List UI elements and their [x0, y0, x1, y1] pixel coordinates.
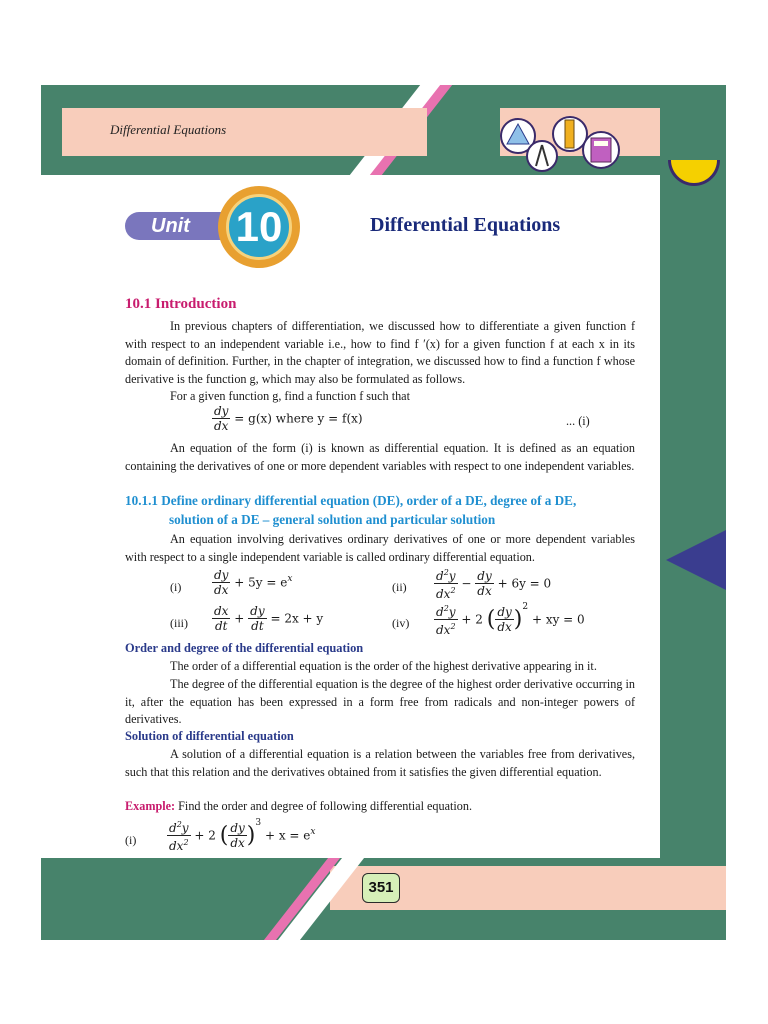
side-triangle-icon	[666, 530, 726, 590]
fraction-d2y-dx2: $\frac{d^2y}{dx^2}$	[436, 604, 456, 637]
unit-number: 10	[226, 194, 292, 260]
intro-paragraph-2: For a given function g, find a function f such that	[170, 389, 410, 403]
fraction-dy-dx: $\frac{dy}{dx}$	[477, 569, 492, 598]
unit-label: Unit	[125, 212, 245, 240]
section-heading-introduction: 10.1 Introduction	[125, 296, 237, 312]
example-q-i-equation: $\frac{d^2y}{dx^2}$ + 2 ( $\frac{dy}{dx}$ )$^3 + x = e^x$	[169, 818, 316, 853]
equation-main-text: = g(x) where y = f(x)	[234, 411, 363, 426]
example-i-text: + 5y = e	[234, 575, 288, 590]
running-header-title: Differential Equations	[110, 122, 227, 137]
example-q-i-label: (i)	[125, 833, 137, 847]
equation-main	[212, 404, 363, 433]
math-tools-icon	[498, 112, 628, 174]
fraction-dy-dx: $\frac{dy}{dx}$	[214, 568, 229, 597]
example-q-i-text: + x = e	[264, 828, 311, 843]
example-ii-label: (ii)	[392, 580, 407, 594]
example-ii-text: + 6y = 0	[497, 576, 552, 591]
order-paragraph: The order of a differential equation is the order of the highest derivative appearing in it.	[170, 659, 597, 673]
equation-label-i: ... (i)	[566, 414, 590, 428]
example-iv-label: (iv)	[392, 616, 410, 630]
fraction-dy-dt: $\frac{dy}{dt}$	[250, 604, 265, 633]
fraction-dy-dx: $\frac{dy}{dx}$	[230, 821, 245, 850]
ode-definition-paragraph: An equation involving derivatives ordinary derivatives of one or more dependent variables with respect to a single independent variable is called ordinary differential equation.	[125, 532, 635, 564]
example-i-label: (i)	[170, 580, 182, 594]
example-i-equation: $\frac{dy}{dx}$ + $5y = e^x$	[214, 568, 293, 597]
fraction-dy-dx: $\frac{dy}{dx}$	[214, 404, 229, 433]
fraction-d2y-dx2: $\frac{d^2y}{dx^2}$	[436, 568, 456, 601]
example-iv-text: + xy = 0	[531, 612, 585, 627]
fraction-dx-dt: $\frac{dx}{dt}$	[214, 604, 229, 633]
example-label: Example:	[125, 799, 176, 813]
fraction-dy-dx: $\frac{dy}{dx}$	[497, 605, 512, 634]
example-iii-text: = 2x + y	[270, 611, 324, 626]
example-line	[125, 799, 472, 814]
frame-left-edge	[41, 160, 101, 175]
example-iv-equation: $\frac{d^2y}{dx^2}$ + 2 ( $\frac{dy}{dx}$ )$^2$ + xy = 0	[436, 602, 585, 637]
subsection-heading-line-2: solution of a DE – general solution and particular solution	[169, 512, 496, 527]
example-ii-equation: $\frac{d^2y}{dx^2}$ − $\frac{dy}{dx}$ + 6y = 0	[436, 568, 552, 601]
intro-paragraph-3: An equation of the form (i) is known as differential equation. It is defined as an equation containing the derivatives of one or more dependent variables with respect to one independent variables.	[125, 441, 635, 473]
chapter-title: Differential Equations	[370, 214, 561, 236]
order-degree-heading: Order and degree of the differential equation	[125, 641, 364, 655]
page-number: 351	[362, 873, 400, 903]
degree-paragraph: The degree of the differential equation is the degree of the highest order derivative occurring in it, after the equation has been expressed in a form free from radicals and non-integer powers of derivatives.	[125, 677, 635, 726]
example-iii-label: (iii)	[170, 616, 188, 630]
solution-heading: Solution of differential equation	[125, 729, 294, 743]
fraction-d2y-dx2: $\frac{d^2y}{dx^2}$	[169, 820, 189, 853]
subsection-heading-line-1: 10.1.1 Define ordinary differential equation (DE), order of a DE, degree of a DE,	[125, 493, 577, 508]
footer-band-left	[70, 866, 290, 910]
example-text: Find the order and degree of following differential equation.	[178, 799, 473, 813]
solution-paragraph: A solution of a differential equation is a relation between the variables free from derivatives, such that this relation and the derivatives obtained from it satisfies the given differential equation.	[125, 747, 635, 779]
intro-paragraph-1: In previous chapters of differentiation, we discussed how to differentiate a given function f with respect to an independent variable i.e., how to find f ′(x) for a given function f at each x in its domain of definition. Further, in the chapter of integration, we discussed how to find a function f whose derivative is the function g, which may also be formulated as follows.	[125, 319, 635, 386]
example-iii-equation: $\frac{dx}{dt}$ + $\frac{dy}{dt}$ = 2x + y	[214, 604, 324, 633]
